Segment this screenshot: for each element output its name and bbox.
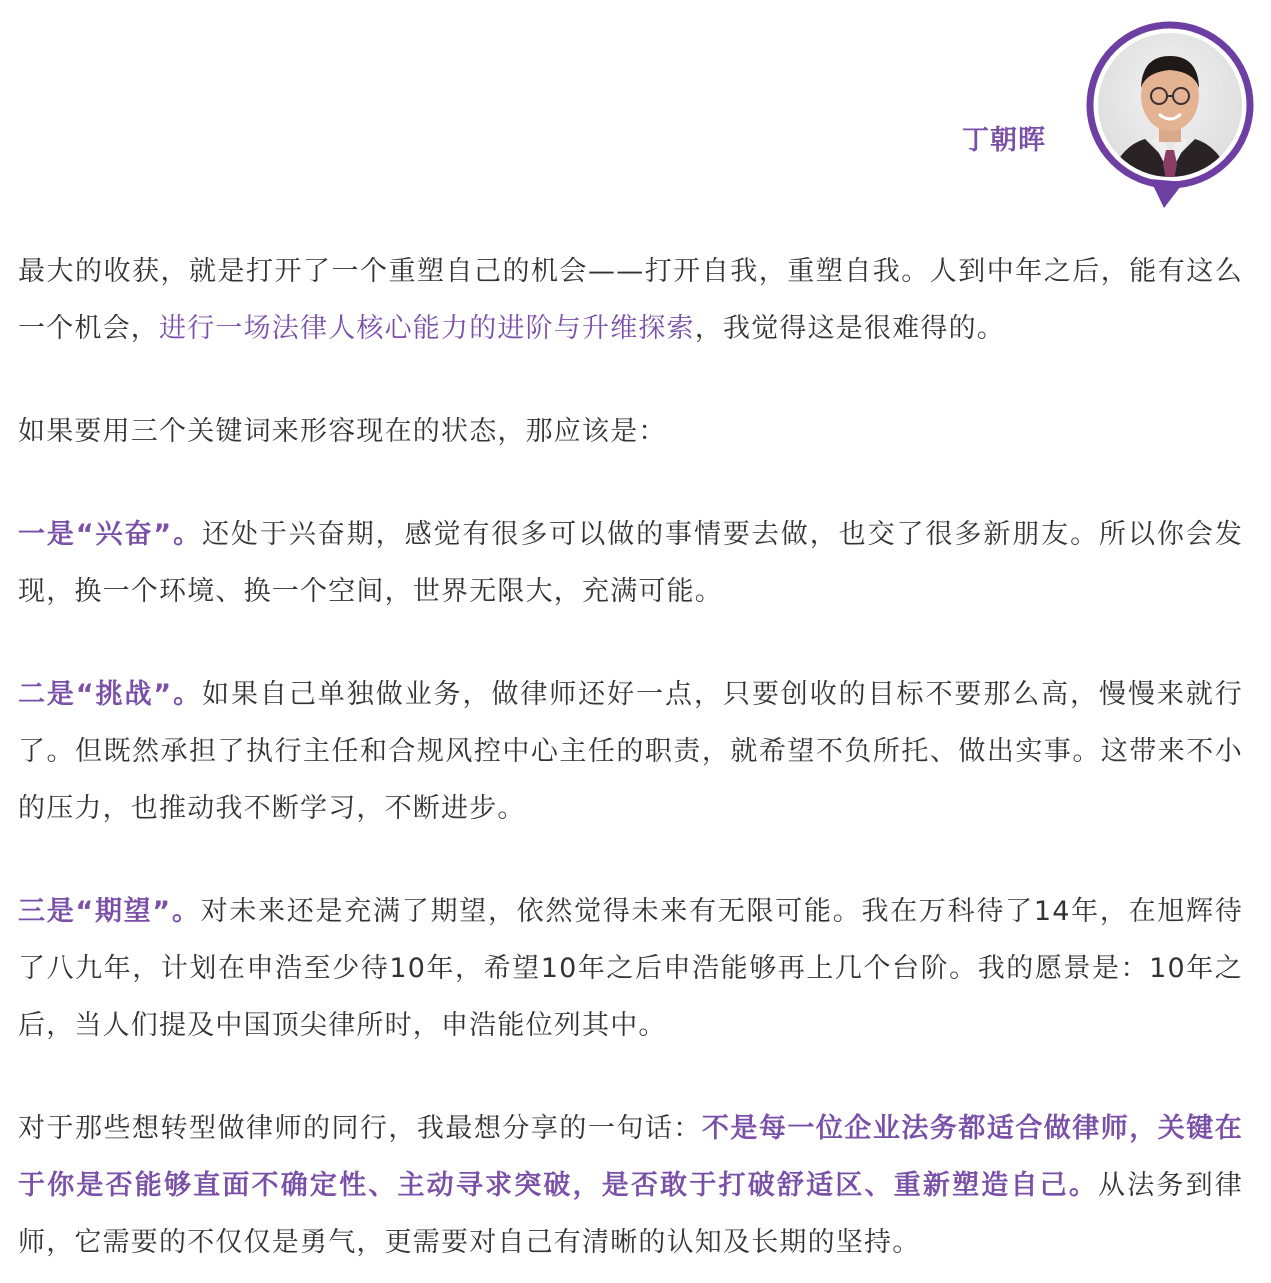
paragraph-text: 还处于兴奋期，感觉有很多可以做的事情要去做，也交了很多新朋友。所以你会发现，换一个环境、换一个空间，世界无限大，充满可能。 [18, 519, 1244, 607]
paragraph-keywords-intro [18, 403, 1243, 460]
paragraph-text: 最大的收获，就是打开了一个重塑自己的机会——打开自我，重塑自我。人到中年之后，能有这么一个机会， [18, 256, 1243, 344]
highlight-text: 不是每一位企业法务都适合做律师，关键在于你是否能够直面不确定性、主动寻求突破，是否敢于打破舒适区、重新塑造自己。 [18, 1113, 1243, 1201]
paragraph-keyword-expectation [18, 883, 1243, 1054]
author-name: 丁朝晖 [962, 125, 1046, 156]
paragraph-gain [18, 243, 1243, 357]
paragraph-text: ，我觉得这是很难得的。 [694, 313, 1006, 344]
paragraph-text: 如果要用三个关键词来形容现在的状态，那应该是： [18, 416, 667, 447]
paragraph-keyword-excited [18, 506, 1243, 620]
paragraph-text: 从法务到律师，它需要的不仅仅是勇气，更需要对自己有清晰的认知及长期的坚持。 [18, 1170, 1243, 1258]
keyword-lead: 二是“挑战”。 [18, 679, 203, 710]
paragraph-text: 对于那些想转型做律师的同行，我最想分享的一句话： [18, 1113, 702, 1144]
author-header [0, 0, 1271, 215]
author-avatar [1080, 14, 1260, 214]
highlight-text: 进行一场法律人核心能力的进阶与升维探索 [159, 313, 695, 344]
paragraph-advice [18, 1100, 1243, 1271]
paragraph-text: 对未来还是充满了期望，依然觉得未来有无限可能。我在万科待了14年，在旭辉待了八九年，计划在申浩至少待10年，希望10年之后申浩能够再上几个台阶。我的愿景是：10年之后，当人们提及中国顶尖律所时，申浩能位列其中。 [18, 896, 1243, 1041]
paragraph-keyword-challenge [18, 666, 1243, 837]
paragraph-text: 如果自己单独做业务，做律师还好一点，只要创收的目标不要那么高，慢慢来就行了。但既然承担了执行主任和合规风控中心主任的职责，就希望不负所托、做出实事。这带来不小的压力，也推动我不断学习，不断进步。 [18, 679, 1244, 824]
article-body [18, 243, 1243, 1271]
bubble-tail [1150, 179, 1184, 208]
keyword-lead: 三是“期望”。 [18, 896, 201, 927]
keyword-lead: 一是“兴奋”。 [18, 519, 203, 550]
